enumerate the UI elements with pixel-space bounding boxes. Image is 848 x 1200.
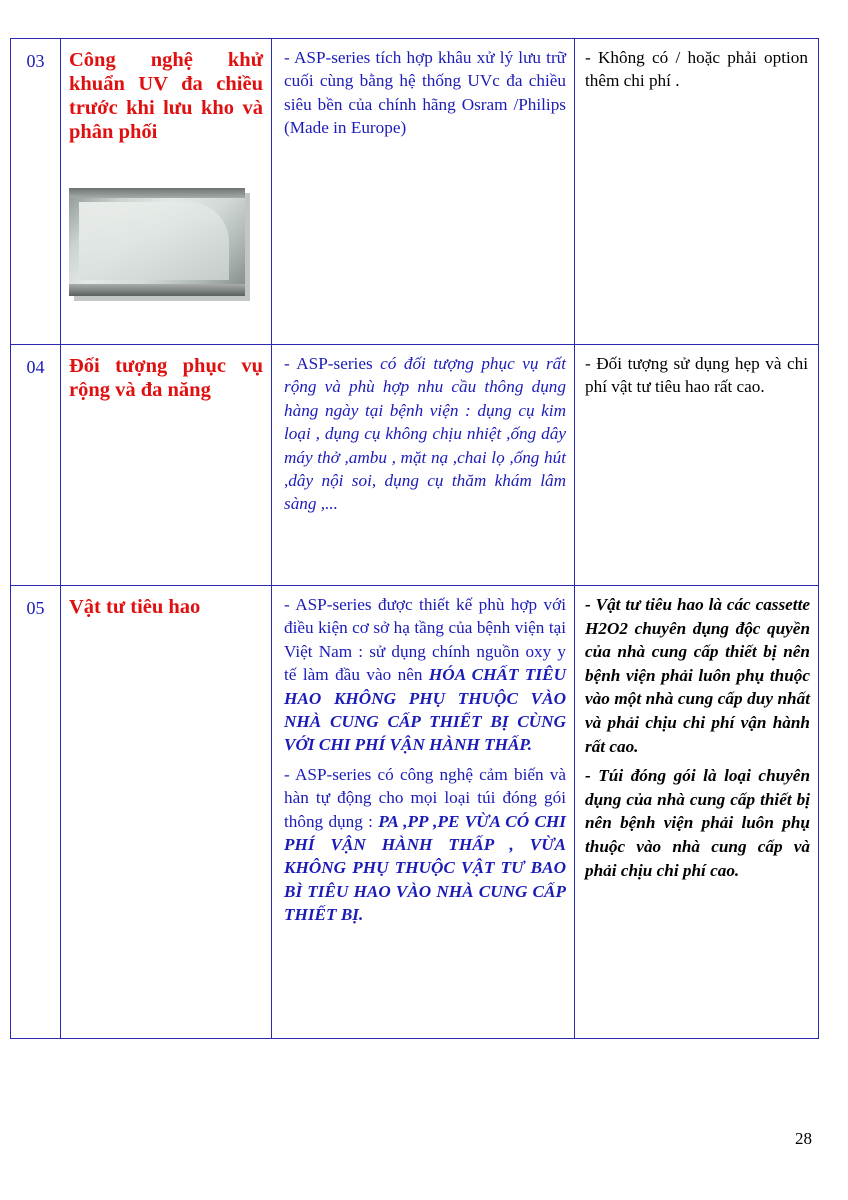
competitor-cell: - Không có / hoặc phải option thêm chi phí . [575, 39, 819, 345]
competitor-paragraph-1: - Vật tư tiêu hao là các cassette H2O2 chuyên dụng độc quyền của nhà cung cấp thiết bị nên bệnh viện phải luôn phụ thuộc vào một nhà cung cấp duy nhất và phải chịu chi phí vận hành rất cao. [585, 595, 810, 756]
asp-paragraph-emphasis: HÓA CHẤT TIÊU HAO KHÔNG PHỤ THUỘC VÀO NHÀ CUNG CẤP THIẾT BỊ CÙNG VỚI CHI PHÍ VẬN HÀNH THẤP. [284, 665, 566, 755]
page-number: 28 [795, 1129, 812, 1148]
criterion-cell [61, 39, 272, 345]
asp-paragraph-text: - ASP-series có công nghệ cảm biến và hàn tự động cho mọi loại túi đóng gói thông dụng : [284, 764, 566, 831]
asp-prefix: - ASP-series [284, 354, 381, 373]
competitor-cell [575, 586, 819, 1039]
asp-paragraph-2 [284, 763, 566, 927]
asp-paragraph-1 [284, 593, 566, 757]
criterion-cell: Vật tư tiêu hao [61, 586, 272, 1039]
table-row-05 [11, 586, 819, 1039]
competitor-cell: - Đối tượng sử dụng hẹp và chi phí vật tư tiêu hao rất cao. [575, 345, 819, 586]
table-row-03 [11, 39, 819, 345]
criterion-title: Công nghệ khử khuẩn UV đa chiều trước khi lưu kho và phân phối [69, 49, 263, 143]
table-row-04 [11, 345, 819, 586]
asp-series-cell: - ASP-series tích hợp khâu xử lý lưu trữ cuối cùng bằng hệ thống UVc đa chiều siêu bền của chính hãng Osram /Philips (Made in Europe) [272, 39, 575, 345]
asp-series-cell [272, 345, 575, 586]
criterion-cell: Đối tượng phục vụ rộng và đa năng [61, 345, 272, 586]
row-number: 03 [11, 39, 61, 345]
comparison-table [10, 38, 819, 1039]
competitor-paragraph-2: - Túi đóng gói là loại chuyên dụng của nhà cung cấp thiết bị nên bệnh viện phải luôn phụ thuộc vào nhà cung cấp và phải chịu chi phí cao. [585, 766, 810, 880]
asp-series-cell [272, 586, 575, 1039]
asp-paragraph-text: - ASP-series được thiết kế phù hợp với điều kiện cơ sở hạ tầng của bệnh viện tại Việt Nam : sử dụng chính nguồn oxy y tế làm đầu vào nên [284, 595, 566, 685]
asp-description: có đối tượng phục vụ rất rộng và phù hợp nhu cầu thông dụng hàng ngày tại bệnh viện : dụng cụ kim loại , dụng cụ không chịu nhiệt ,ống dây máy thở ,ambu , mặt nạ ,chai lọ ,ống hút ,dây nội soi, dụng cụ thăm khám lâm sàng ,... [284, 354, 566, 514]
uv-chamber-photo [69, 188, 245, 296]
asp-paragraph-emphasis: PA ,PP ,PE VỪA CÓ CHI PHÍ VẬN HÀNH THẤP , VỪA KHÔNG PHỤ THUỘC VẬT TƯ BAO BÌ TIÊU HAO VÀO NHÀ CUNG CẤP THIẾT BỊ. [284, 811, 566, 925]
row-number: 04 [11, 345, 61, 586]
row-number: 05 [11, 586, 61, 1039]
